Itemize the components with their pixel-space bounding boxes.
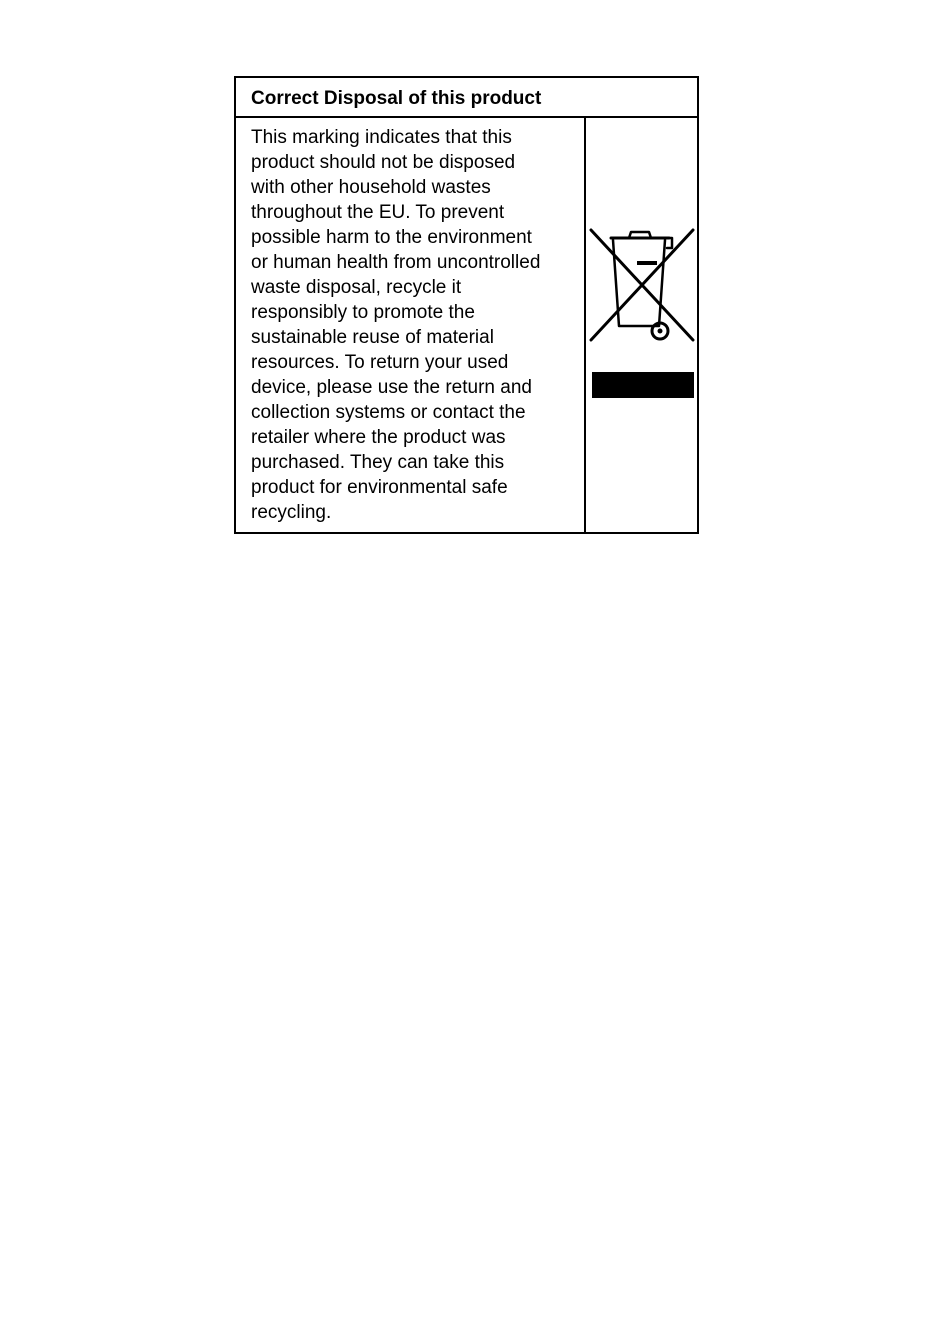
weee-symbol-cell (586, 118, 697, 532)
notice-title: Correct Disposal of this product (236, 78, 697, 118)
notice-line: device, please use the return and (251, 377, 532, 398)
notice-line: throughout the EU. To prevent (251, 202, 505, 223)
notice-line: sustainable reuse of material (251, 327, 494, 348)
black-bar (592, 372, 694, 398)
notice-line: responsibly to promote the (251, 302, 475, 323)
notice-line: product for environmental safe (251, 477, 508, 498)
notice-line: recycling. (251, 502, 332, 523)
notice-line: with other household wastes (251, 177, 491, 198)
notice-line: retailer where the product was (251, 427, 506, 448)
notice-line: or human health from uncontrolled (251, 252, 541, 273)
notice-line: resources. To return your used (251, 352, 509, 373)
notice-body (236, 118, 586, 532)
notice-line: possible harm to the environment (251, 227, 532, 248)
notice-line: purchased. They can take this (251, 452, 505, 473)
disposal-notice (234, 76, 699, 534)
notice-line: collection systems or contact the (251, 402, 526, 423)
notice-line: waste disposal, recycle it (251, 277, 462, 298)
crossed-out-wheelie-bin-icon (589, 226, 695, 344)
notice-line: This marking indicates that this (251, 127, 512, 148)
notice-line: product should not be disposed (251, 152, 516, 173)
